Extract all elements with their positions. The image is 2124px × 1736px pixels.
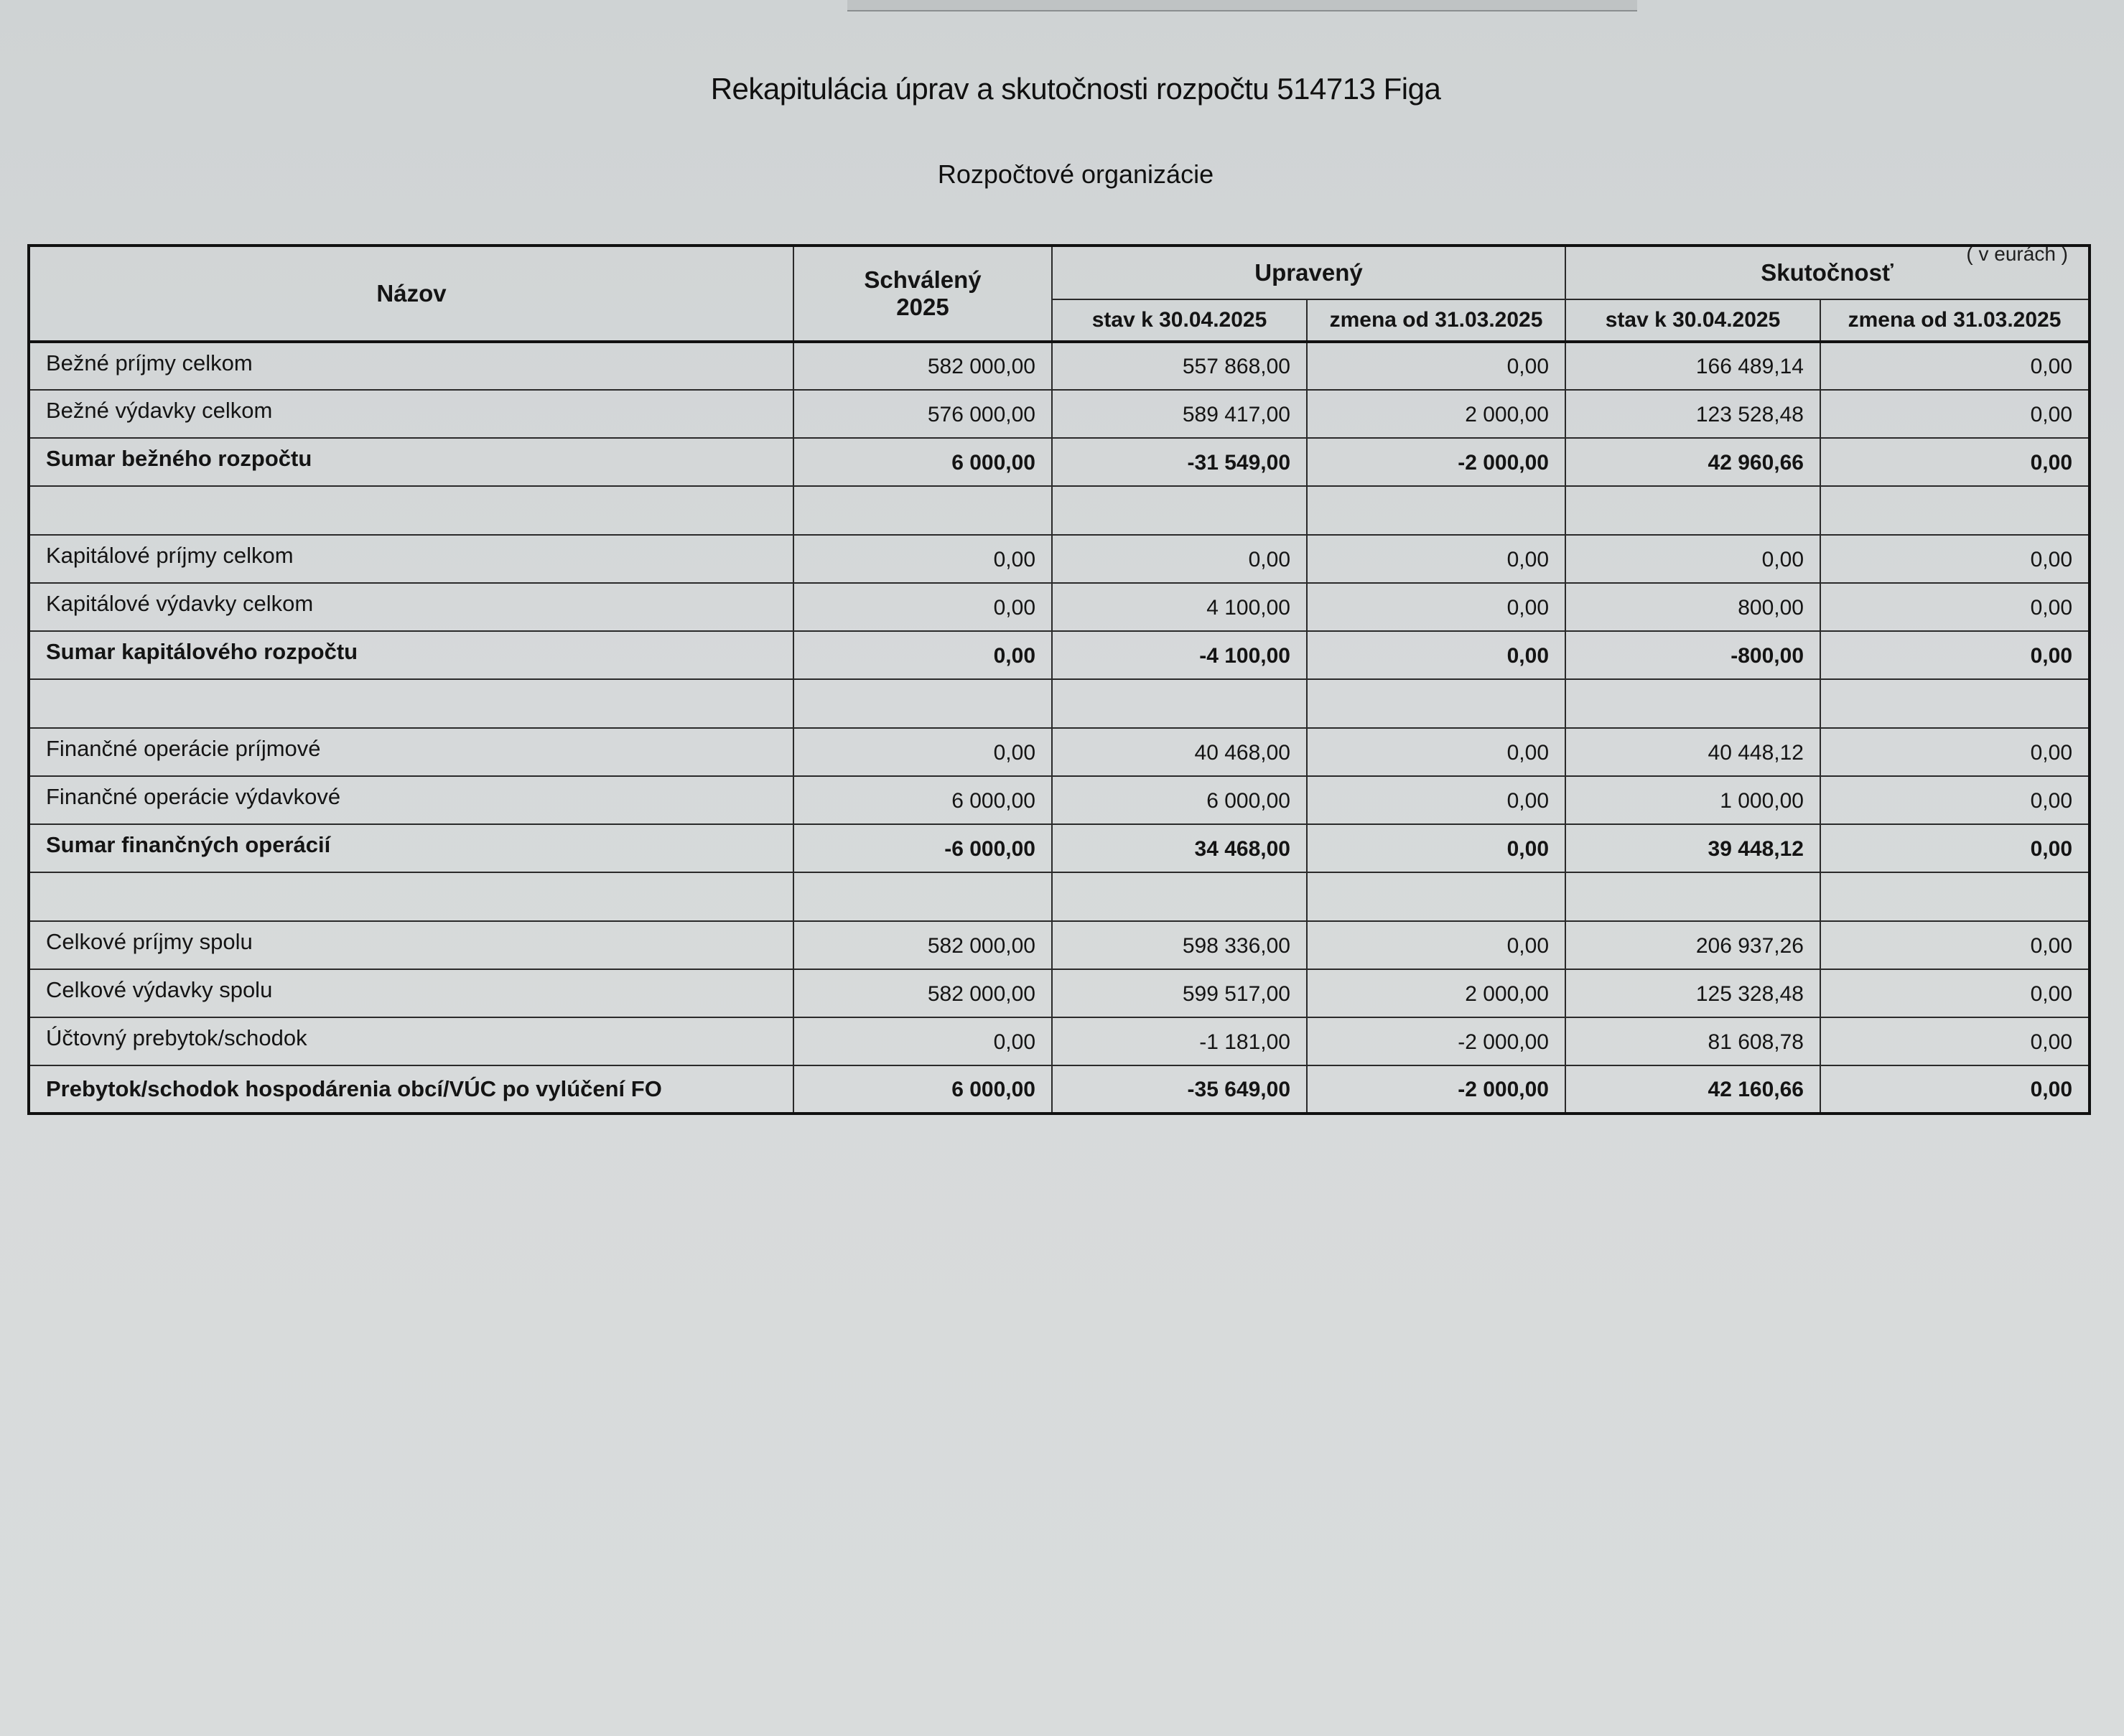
approved-cell: 576 000,00: [793, 390, 1052, 438]
actual-change-cell: 0,00: [1820, 438, 2090, 486]
actual-change-cell: 0,00: [1820, 728, 2090, 776]
approved-cell: 6 000,00: [793, 438, 1052, 486]
table-spacer-row: [29, 872, 2090, 921]
adjusted-state-cell: 598 336,00: [1052, 921, 1307, 969]
adjusted-change-cell: 0,00: [1307, 583, 1565, 631]
row-name-cell: Kapitálové výdavky celkom: [29, 583, 793, 631]
table-row: [29, 342, 2090, 390]
column-header-approved-line2: 2025: [896, 294, 949, 320]
adjusted-state-cell: -4 100,00: [1052, 631, 1307, 679]
approved-cell: 6 000,00: [793, 776, 1052, 824]
approved-cell: 582 000,00: [793, 342, 1052, 390]
actual-change-cell: 0,00: [1820, 1017, 2090, 1065]
row-name-cell: Bežné príjmy celkom: [29, 342, 793, 390]
table-row: [29, 921, 2090, 969]
column-group-actual: Skutočnosť: [1565, 246, 2090, 299]
monitor-edge-strip: [847, 0, 1637, 11]
approved-cell: [793, 679, 1052, 728]
actual-change-cell: 0,00: [1820, 1065, 2090, 1114]
adjusted-state-cell: [1052, 872, 1307, 921]
adjusted-change-cell: 0,00: [1307, 342, 1565, 390]
row-name-cell: Sumar bežného rozpočtu: [29, 438, 793, 486]
column-group-adjusted: Upravený: [1052, 246, 1565, 299]
approved-cell: 0,00: [793, 631, 1052, 679]
row-name-cell: Celkové príjmy spolu: [29, 921, 793, 969]
budget-recap-table: [27, 244, 2091, 1115]
row-name-cell: Účtovný prebytok/schodok: [29, 1017, 793, 1065]
actual-state-cell: 206 937,26: [1565, 921, 1820, 969]
actual-state-cell: 0,00: [1565, 535, 1820, 583]
table-row: [29, 728, 2090, 776]
row-name-cell: Finančné operácie výdavkové: [29, 776, 793, 824]
actual-change-cell: 0,00: [1820, 583, 2090, 631]
approved-cell: [793, 872, 1052, 921]
adjusted-change-cell: 0,00: [1307, 776, 1565, 824]
adjusted-state-cell: -1 181,00: [1052, 1017, 1307, 1065]
adjusted-state-cell: [1052, 679, 1307, 728]
table-row: [29, 583, 2090, 631]
adjusted-change-cell: 0,00: [1307, 728, 1565, 776]
table-summary-row: [29, 824, 2090, 872]
actual-state-cell: [1565, 679, 1820, 728]
adjusted-state-cell: 4 100,00: [1052, 583, 1307, 631]
table-row: [29, 1017, 2090, 1065]
table-summary-row: [29, 631, 2090, 679]
actual-state-cell: 125 328,48: [1565, 969, 1820, 1017]
actual-state-cell: 1 000,00: [1565, 776, 1820, 824]
actual-state-cell: 39 448,12: [1565, 824, 1820, 872]
table-body: [29, 342, 2090, 1114]
adjusted-change-cell: [1307, 679, 1565, 728]
adjusted-state-cell: 34 468,00: [1052, 824, 1307, 872]
approved-cell: 0,00: [793, 1017, 1052, 1065]
column-header-name: Názov: [29, 246, 793, 342]
adjusted-state-cell: 40 468,00: [1052, 728, 1307, 776]
approved-cell: 582 000,00: [793, 921, 1052, 969]
table-spacer-row: [29, 486, 2090, 535]
column-header-adjusted-change: zmena od 31.03.2025: [1307, 299, 1565, 342]
row-name-cell: [29, 679, 793, 728]
table-row: [29, 535, 2090, 583]
adjusted-change-cell: [1307, 872, 1565, 921]
table-spacer-row: [29, 679, 2090, 728]
row-name-cell: Celkové výdavky spolu: [29, 969, 793, 1017]
adjusted-state-cell: -35 649,00: [1052, 1065, 1307, 1114]
actual-state-cell: 42 160,66: [1565, 1065, 1820, 1114]
column-header-approved: [793, 246, 1052, 342]
actual-change-cell: 0,00: [1820, 631, 2090, 679]
row-name-cell: Bežné výdavky celkom: [29, 390, 793, 438]
adjusted-change-cell: 0,00: [1307, 921, 1565, 969]
actual-change-cell: [1820, 486, 2090, 535]
row-name-cell: Kapitálové príjmy celkom: [29, 535, 793, 583]
adjusted-change-cell: -2 000,00: [1307, 438, 1565, 486]
table-summary-row: [29, 1065, 2090, 1114]
row-name-cell: Finančné operácie príjmové: [29, 728, 793, 776]
actual-state-cell: 123 528,48: [1565, 390, 1820, 438]
adjusted-change-cell: 0,00: [1307, 631, 1565, 679]
row-name-cell: Prebytok/schodok hospodárenia obcí/VÚC po vylúčení FO: [29, 1065, 793, 1114]
actual-state-cell: -800,00: [1565, 631, 1820, 679]
actual-state-cell: 166 489,14: [1565, 342, 1820, 390]
column-header-approved-line1: Schválený: [864, 266, 982, 293]
actual-change-cell: 0,00: [1820, 776, 2090, 824]
currency-units-label: ( v eurách ): [1966, 243, 2068, 265]
adjusted-state-cell: 6 000,00: [1052, 776, 1307, 824]
row-name-cell: Sumar kapitálového rozpočtu: [29, 631, 793, 679]
adjusted-change-cell: 2 000,00: [1307, 969, 1565, 1017]
column-header-adjusted-state: stav k 30.04.2025: [1052, 299, 1307, 342]
actual-state-cell: 42 960,66: [1565, 438, 1820, 486]
actual-change-cell: 0,00: [1820, 969, 2090, 1017]
actual-change-cell: 0,00: [1820, 535, 2090, 583]
actual-change-cell: 0,00: [1820, 342, 2090, 390]
actual-change-cell: [1820, 679, 2090, 728]
adjusted-change-cell: [1307, 486, 1565, 535]
actual-change-cell: [1820, 872, 2090, 921]
table-summary-row: [29, 438, 2090, 486]
table-row: [29, 776, 2090, 824]
adjusted-state-cell: 0,00: [1052, 535, 1307, 583]
actual-change-cell: 0,00: [1820, 824, 2090, 872]
approved-cell: 0,00: [793, 535, 1052, 583]
adjusted-state-cell: 599 517,00: [1052, 969, 1307, 1017]
actual-state-cell: 800,00: [1565, 583, 1820, 631]
table-row: [29, 390, 2090, 438]
report-subtitle: Rozpočtové organizácie: [937, 159, 1214, 189]
adjusted-change-cell: -2 000,00: [1307, 1017, 1565, 1065]
actual-state-cell: 40 448,12: [1565, 728, 1820, 776]
adjusted-state-cell: 589 417,00: [1052, 390, 1307, 438]
actual-state-cell: [1565, 872, 1820, 921]
approved-cell: 0,00: [793, 728, 1052, 776]
approved-cell: 0,00: [793, 583, 1052, 631]
actual-state-cell: 81 608,78: [1565, 1017, 1820, 1065]
row-name-cell: [29, 486, 793, 535]
approved-cell: 6 000,00: [793, 1065, 1052, 1114]
row-name-cell: [29, 872, 793, 921]
approved-cell: -6 000,00: [793, 824, 1052, 872]
adjusted-state-cell: -31 549,00: [1052, 438, 1307, 486]
actual-change-cell: 0,00: [1820, 921, 2090, 969]
adjusted-change-cell: 2 000,00: [1307, 390, 1565, 438]
adjusted-state-cell: [1052, 486, 1307, 535]
table-header: [29, 246, 2090, 342]
actual-state-cell: [1565, 486, 1820, 535]
row-name-cell: Sumar finančných operácií: [29, 824, 793, 872]
table-row: [29, 969, 2090, 1017]
column-header-actual-state: stav k 30.04.2025: [1565, 299, 1820, 342]
report-title: Rekapitulácia úprav a skutočnosti rozpočtu 514713 Figa: [710, 72, 1441, 106]
adjusted-change-cell: 0,00: [1307, 824, 1565, 872]
adjusted-change-cell: 0,00: [1307, 535, 1565, 583]
column-header-actual-change: zmena od 31.03.2025: [1820, 299, 2090, 342]
approved-cell: 582 000,00: [793, 969, 1052, 1017]
actual-change-cell: 0,00: [1820, 390, 2090, 438]
adjusted-change-cell: -2 000,00: [1307, 1065, 1565, 1114]
adjusted-state-cell: 557 868,00: [1052, 342, 1307, 390]
approved-cell: [793, 486, 1052, 535]
